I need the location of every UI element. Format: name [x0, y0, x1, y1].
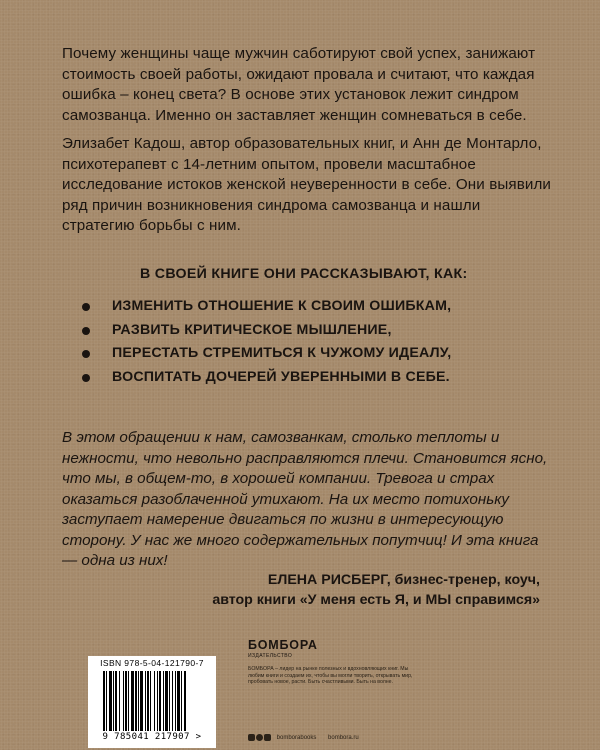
signature-line-2: автор книги «У меня есть Я, и МЫ справимся» [212, 592, 540, 608]
bullet-icon [82, 303, 90, 311]
isbn-barcode-box [88, 656, 216, 748]
isbn-label: ISBN 978-5-04-121790-7 [100, 658, 204, 668]
barcode-bar [123, 671, 124, 731]
barcode-bar [140, 671, 143, 731]
description-paragraph-2: Элизабет Кадош, автор образовательных книг, и Анн де Монтарло, психотерапевт с 14-летним опытом, провели масштабное исследование истоков женской неуверенности в себе. Они выявили ряд причин возникновения синдрома самозванца и нашли стратегию борьбы с ним. [62, 135, 551, 234]
barcode-bar [135, 671, 137, 731]
signature-line-1: ЕЛЕНА РИСБЕРГ, бизнес-тренер, коуч, [267, 572, 540, 588]
barcode-bar [131, 671, 134, 731]
review-signature [212, 570, 540, 610]
barcode-bar [109, 671, 112, 731]
barcode-bar [175, 671, 176, 731]
bullet-icon [82, 350, 90, 358]
social-icon [248, 734, 255, 741]
barcode-bar [154, 671, 155, 731]
barcode [102, 671, 208, 731]
publisher-name: БОМБОРА [248, 638, 318, 652]
publisher-site: bombora.ru [328, 734, 359, 741]
barcode-bar [169, 671, 170, 731]
vk-icon [256, 734, 263, 741]
barcode-bar [172, 671, 173, 731]
barcode-bar [181, 671, 182, 731]
barcode-bar [138, 671, 139, 731]
barcode-bar [119, 671, 120, 731]
barcode-bar [125, 671, 127, 731]
social-handle: bomborabooks [276, 734, 317, 741]
barcode-bar [147, 671, 149, 731]
review-quote: В этом обращении к нам, самозванкам, столько теплоты и нежности, что невольно расправляются плечи. Становится ясно, что мы, в общем-то, в хорошей компании. Тревога и страх оказаться разоблаченной утихают. На их место потихоньку заступает намерение двигаться по жизни в интересующую сторону. У нас же много содержательных попутчиц! И эта книга — одна из них! [62, 429, 548, 569]
publisher-description: БОМБОРА – лидер на рынке полезных и вдохновляющих книг. Мы любим книги и создаем их, чтобы вы могли творить, открывать мир, пробовать новое, расти. Быть счастливыми. Быть на волне. [248, 666, 413, 686]
barcode-bar [128, 671, 129, 731]
publisher-subtitle: ИЗДАТЕЛЬСТВО [248, 653, 293, 659]
barcode-bar [106, 671, 107, 731]
barcode-bar [165, 671, 168, 731]
barcode-bar [177, 671, 180, 731]
barcode-bar [115, 671, 117, 731]
publisher-social [248, 734, 359, 741]
barcode-bar [159, 671, 161, 731]
bullet-icon [82, 327, 90, 335]
barcode-bar [157, 671, 158, 731]
barcode-digits: 9 785041 217907 > [102, 732, 202, 742]
bullets-lead: В СВОЕЙ КНИГЕ ОНИ РАССКАЗЫВАЮТ, КАК: [140, 266, 468, 282]
list-item: ИЗМЕНИТЬ ОТНОШЕНИЕ К СВОИМ ОШИБКАМ, [82, 298, 542, 322]
publisher-logo [248, 638, 318, 659]
barcode-bar [184, 671, 186, 731]
list-item: ПЕРЕСТАТЬ СТРЕМИТЬСЯ К ЧУЖОМУ ИДЕАЛУ, [82, 345, 542, 369]
barcode-bar [113, 671, 114, 731]
barcode-bar [150, 671, 151, 731]
barcode-bar [163, 671, 164, 731]
barcode-bar [103, 671, 105, 731]
list-item: РАЗВИТЬ КРИТИЧЕСКОЕ МЫШЛЕНИЕ, [82, 322, 542, 346]
bullet-icon [82, 374, 90, 382]
barcode-bar [145, 671, 146, 731]
description-paragraph-1: Почему женщины чаще мужчин саботируют свой успех, занижают стоимость своей работы, ожидают провала и считают, что каждая ошибка – конец света? В основе этих установок лежит синдром самозванца. Именно он заставляет женщин сомневаться в себе. [62, 45, 536, 124]
telegram-icon [264, 734, 271, 741]
list-item: ВОСПИТАТЬ ДОЧЕРЕЙ УВЕРЕННЫМИ В СЕБЕ. [82, 369, 542, 393]
bullet-list [82, 298, 542, 392]
